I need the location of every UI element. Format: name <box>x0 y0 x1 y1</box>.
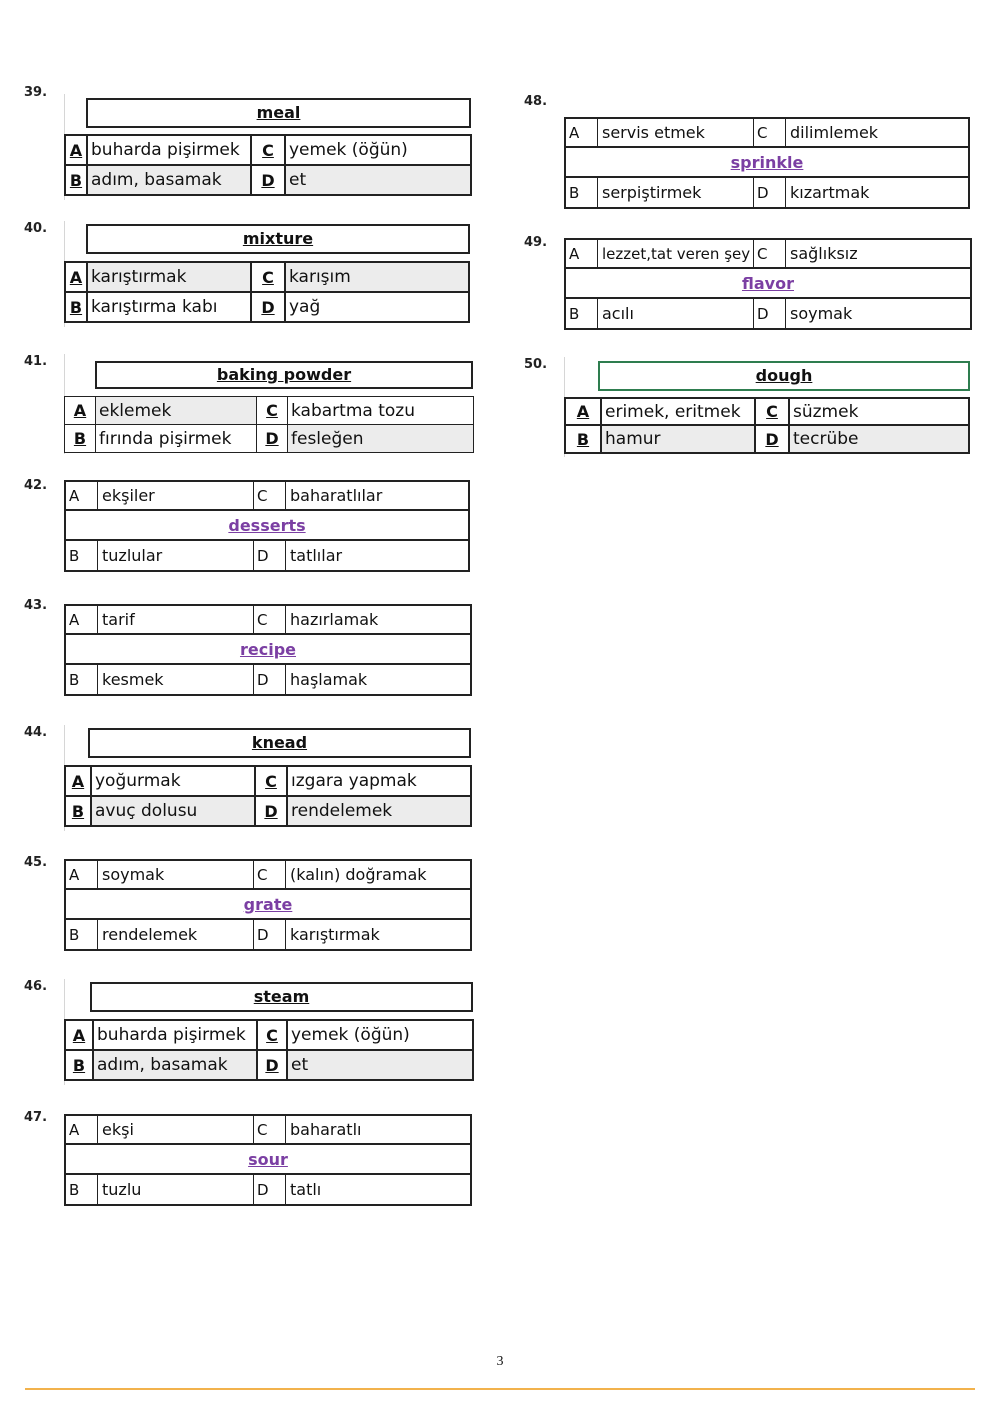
option-c[interactable]: sağlıksız <box>790 244 858 263</box>
option-c-letter: C <box>754 119 786 146</box>
vocab-word: flavor <box>566 269 970 299</box>
option-d-letter: D <box>254 541 286 570</box>
option-d[interactable]: tecrübe <box>788 426 968 452</box>
option-a[interactable]: erimek, eritmek <box>600 399 756 424</box>
vocab-word: mixture <box>86 224 470 254</box>
option-b-letter: B <box>71 801 85 821</box>
option-a-letter: A <box>566 119 598 146</box>
question-number: 40. <box>24 221 48 236</box>
option-c-letter: C <box>266 401 278 420</box>
option-c[interactable]: kabartma tozu <box>287 397 473 424</box>
option-d[interactable]: kızartmak <box>790 183 870 202</box>
option-a-letter: A <box>73 401 87 420</box>
option-a[interactable]: ekşi <box>98 1116 254 1143</box>
option-a-letter: A <box>576 402 590 421</box>
option-c-letter: C <box>262 267 274 287</box>
question-number: 41. <box>24 354 48 369</box>
option-d[interactable]: fesleğen <box>287 425 473 452</box>
vocab-word: sprinkle <box>566 148 968 178</box>
question-43 <box>64 604 472 696</box>
option-b-letter: B <box>66 665 98 694</box>
option-a[interactable]: buharda pişirmek <box>86 136 252 164</box>
option-a-letter: A <box>66 861 98 888</box>
question-number: 47. <box>24 1110 48 1125</box>
option-b-letter: B <box>566 178 598 207</box>
option-c[interactable]: süzmek <box>788 399 968 424</box>
option-a[interactable]: karıştırmak <box>86 263 252 291</box>
option-c[interactable]: yemek (öğün) <box>284 136 470 164</box>
option-d-letter: D <box>254 1175 286 1204</box>
option-d[interactable]: yağ <box>284 293 468 321</box>
question-number: 46. <box>24 979 48 994</box>
question-40 <box>64 221 472 327</box>
option-b-letter: B <box>576 429 590 449</box>
option-a-letter: A <box>566 240 598 267</box>
question-44 <box>64 725 472 831</box>
option-c[interactable]: hazırlamak <box>290 610 379 629</box>
option-c[interactable]: baharatlı <box>290 1120 362 1139</box>
option-b[interactable]: karıştırma kabı <box>86 293 252 321</box>
option-d[interactable]: haşlamak <box>290 670 368 689</box>
option-c-letter: C <box>265 771 277 791</box>
vocab-word: steam <box>90 982 473 1012</box>
option-b[interactable]: rendelemek <box>98 920 254 949</box>
option-a[interactable]: eklemek <box>95 397 257 424</box>
question-42 <box>64 480 470 572</box>
option-b[interactable]: hamur <box>600 426 756 452</box>
option-d[interactable]: tatlılar <box>290 546 343 565</box>
question-number: 44. <box>24 725 48 740</box>
option-a-letter: A <box>66 606 98 633</box>
option-d-letter: D <box>261 297 275 317</box>
option-c-letter: C <box>766 402 778 421</box>
option-a-letter: A <box>69 140 83 160</box>
question-50 <box>564 357 972 457</box>
option-c-letter: C <box>254 482 286 509</box>
option-d-letter: D <box>264 801 278 821</box>
option-b[interactable]: kesmek <box>98 665 254 694</box>
option-d[interactable]: et <box>284 166 470 194</box>
footer-divider <box>25 1388 975 1390</box>
question-number: 50. <box>524 357 548 372</box>
question-number: 42. <box>24 478 48 493</box>
option-c[interactable]: baharatlılar <box>290 486 383 505</box>
option-c-letter: C <box>754 240 786 267</box>
question-number: 39. <box>24 85 48 100</box>
option-a-letter: A <box>66 1116 98 1143</box>
vocab-word: recipe <box>66 635 470 665</box>
option-a[interactable]: servis etmek <box>598 119 754 146</box>
option-a-letter: A <box>72 1025 86 1045</box>
option-a[interactable]: tarif <box>98 606 254 633</box>
question-39 <box>64 94 472 200</box>
option-b-letter: B <box>66 166 86 194</box>
option-a-letter: A <box>71 771 85 791</box>
option-d-letter: D <box>265 1055 279 1075</box>
question-48 <box>564 117 970 209</box>
option-b[interactable]: avuç dolusu <box>90 797 256 825</box>
option-c[interactable]: yemek (öğün) <box>286 1021 472 1049</box>
vocab-word: grate <box>66 890 470 920</box>
option-b-letter: B <box>66 1175 98 1204</box>
page-number: 3 <box>496 1354 504 1369</box>
option-c[interactable]: (kalın) doğramak <box>290 865 427 884</box>
option-b-letter: B <box>566 299 598 328</box>
option-c-letter: C <box>254 1116 286 1143</box>
option-b[interactable]: adım, basamak <box>92 1051 258 1079</box>
option-d[interactable]: et <box>286 1051 472 1079</box>
question-41 <box>64 354 474 454</box>
option-b[interactable]: acılı <box>598 299 754 328</box>
option-c-letter: C <box>262 140 274 160</box>
option-a[interactable]: buharda pişirmek <box>92 1021 258 1049</box>
option-c[interactable]: ızgara yapmak <box>286 767 470 795</box>
question-49 <box>564 238 972 330</box>
question-number: 43. <box>24 598 48 613</box>
question-47 <box>64 1114 472 1206</box>
option-c-letter: C <box>266 1025 278 1045</box>
option-b[interactable]: tuzlular <box>98 541 254 570</box>
option-d-letter: D <box>265 429 279 448</box>
option-b[interactable]: adım, basamak <box>86 166 252 194</box>
question-number: 48. <box>524 94 548 109</box>
option-a[interactable]: lezzet,tat veren şey <box>598 240 754 267</box>
question-45 <box>64 859 472 951</box>
option-d-letter: D <box>254 665 286 694</box>
option-b-letter: B <box>69 297 83 317</box>
option-a[interactable]: soymak <box>98 861 254 888</box>
question-number: 45. <box>24 855 48 870</box>
option-c-letter: C <box>254 861 286 888</box>
option-d[interactable]: rendelemek <box>286 797 470 825</box>
option-b[interactable]: fırında pişirmek <box>95 425 257 452</box>
option-c[interactable]: karışım <box>284 263 468 291</box>
option-d[interactable]: karıştırmak <box>290 925 380 944</box>
option-d[interactable]: tatlı <box>290 1180 322 1199</box>
question-46 <box>64 979 474 1085</box>
option-b-letter: B <box>72 1055 86 1075</box>
option-b-letter: B <box>66 920 98 949</box>
option-d-letter: D <box>252 166 284 194</box>
option-b[interactable]: tuzlu <box>98 1175 254 1204</box>
vocab-word: meal <box>86 98 471 128</box>
vocab-word: baking powder <box>95 361 473 389</box>
option-d[interactable]: soymak <box>790 304 853 323</box>
vocab-word: desserts <box>66 511 468 541</box>
vocab-word: dough <box>598 361 970 391</box>
option-b-letter: B <box>73 429 87 448</box>
vocab-word: sour <box>66 1145 470 1175</box>
option-c[interactable]: dilimlemek <box>790 123 879 142</box>
option-b[interactable]: serpiştirmek <box>598 178 754 207</box>
option-a-letter: A <box>69 267 83 287</box>
option-d-letter: D <box>765 429 779 449</box>
option-a-letter: A <box>66 482 98 509</box>
question-number: 49. <box>524 235 548 250</box>
option-a[interactable]: ekşiler <box>98 482 254 509</box>
option-b-letter: B <box>66 541 98 570</box>
option-c-letter: C <box>254 606 286 633</box>
option-d-letter: D <box>754 299 786 328</box>
option-d-letter: D <box>754 178 786 207</box>
option-a[interactable]: yoğurmak <box>90 767 256 795</box>
option-d-letter: D <box>254 920 286 949</box>
vocab-word: knead <box>88 728 471 758</box>
